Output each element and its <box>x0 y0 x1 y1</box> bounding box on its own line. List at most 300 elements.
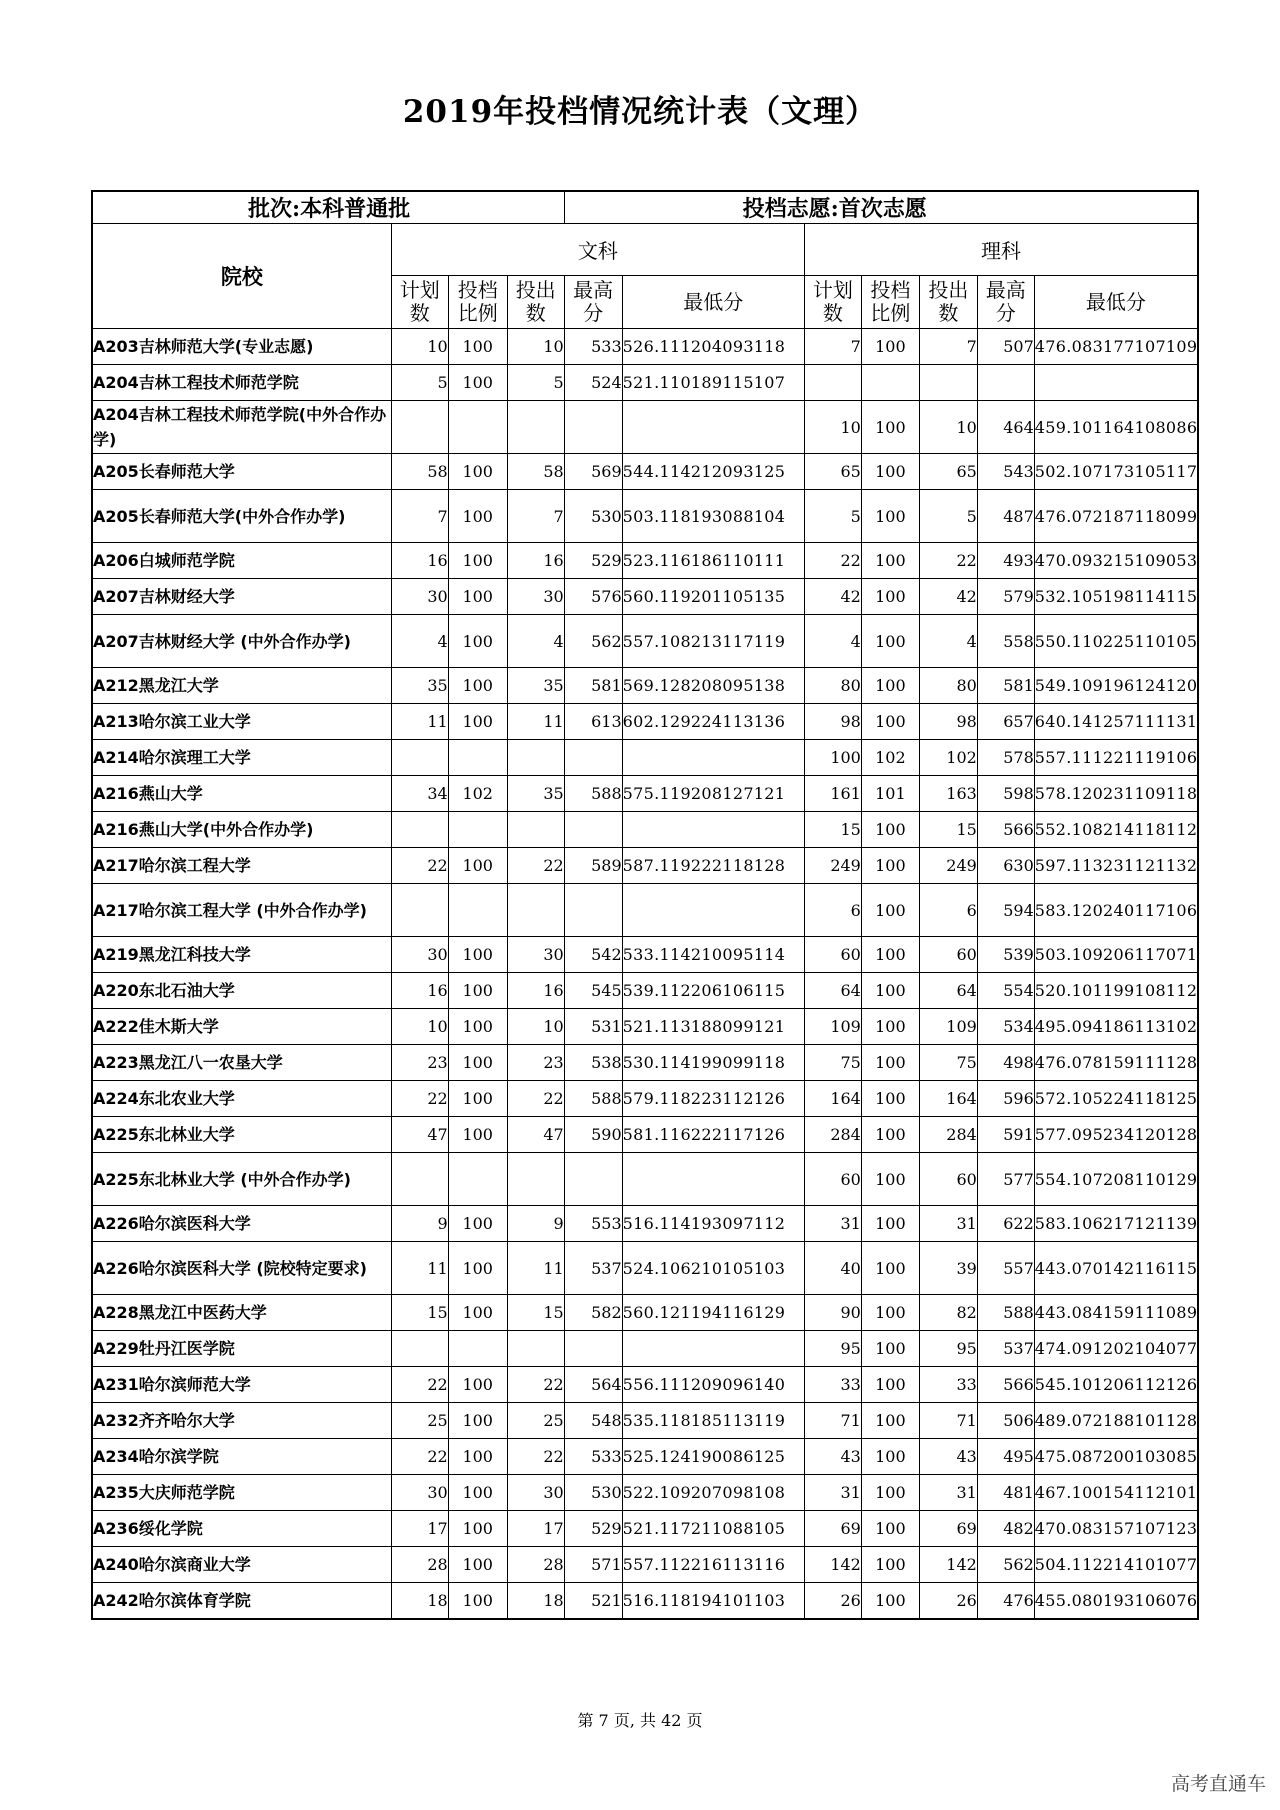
table-row <box>92 884 1198 937</box>
school-name: A204吉林工程技术师范学院 <box>92 365 391 401</box>
liberal-ratio <box>448 1153 507 1206</box>
school-name: A231哈尔滨师范大学 <box>92 1367 391 1403</box>
table-row <box>92 1206 1198 1242</box>
science-min: 467.100154112101 <box>1034 1475 1198 1511</box>
school-name: A222佳木斯大学 <box>92 1009 391 1045</box>
science-ratio: 100 <box>861 937 919 973</box>
science-plan: 43 <box>804 1439 861 1475</box>
liberal-max: 537 <box>564 1242 622 1295</box>
liberal-plan: 23 <box>391 1045 448 1081</box>
science-min: 443.084159111089 <box>1034 1295 1198 1331</box>
science-min: 455.080193106076 <box>1034 1583 1198 1620</box>
science-ratio: 100 <box>861 1295 919 1331</box>
science-max <box>977 365 1034 401</box>
liberal-min: 516.114193097112 <box>622 1206 804 1242</box>
science-col-header: 投档 比例 <box>861 276 919 329</box>
science-plan: 249 <box>804 848 861 884</box>
science-min: 504.112214101077 <box>1034 1547 1198 1583</box>
table-row <box>92 1475 1198 1511</box>
science-plan: 15 <box>804 812 861 848</box>
liberal-max: 530 <box>564 490 622 543</box>
science-ratio: 101 <box>861 776 919 812</box>
batch-header-row <box>92 191 1198 224</box>
science-ratio: 100 <box>861 1475 919 1511</box>
science-admitted: 284 <box>919 1117 977 1153</box>
science-min: 549.109196124120 <box>1034 668 1198 704</box>
science-plan: 60 <box>804 1153 861 1206</box>
science-admitted: 39 <box>919 1242 977 1295</box>
liberal-min: 524.106210105103 <box>622 1242 804 1295</box>
science-max: 577 <box>977 1153 1034 1206</box>
liberal-min <box>622 812 804 848</box>
school-name: A232齐齐哈尔大学 <box>92 1403 391 1439</box>
science-ratio: 100 <box>861 1117 919 1153</box>
science-plan: 4 <box>804 615 861 668</box>
liberal-ratio: 100 <box>448 1242 507 1295</box>
table-row <box>92 740 1198 776</box>
science-plan: 22 <box>804 543 861 579</box>
liberal-ratio: 100 <box>448 848 507 884</box>
liberal-max: 545 <box>564 973 622 1009</box>
liberal-max: 533 <box>564 329 622 365</box>
liberal-max: 542 <box>564 937 622 973</box>
liberal-plan <box>391 1331 448 1367</box>
liberal-max: 529 <box>564 543 622 579</box>
liberal-min <box>622 884 804 937</box>
liberal-admitted: 18 <box>507 1583 564 1620</box>
liberal-admitted: 4 <box>507 615 564 668</box>
science-max: 622 <box>977 1206 1034 1242</box>
science-plan: 90 <box>804 1295 861 1331</box>
science-max: 557 <box>977 1242 1034 1295</box>
science-admitted: 33 <box>919 1367 977 1403</box>
liberal-max: 576 <box>564 579 622 615</box>
liberal-plan: 30 <box>391 937 448 973</box>
science-max: 630 <box>977 848 1034 884</box>
science-col-header: 计划 数 <box>804 276 861 329</box>
liberal-plan: 25 <box>391 1403 448 1439</box>
liberal-admitted <box>507 1331 564 1367</box>
science-min: 476.078159111128 <box>1034 1045 1198 1081</box>
liberal-ratio: 102 <box>448 776 507 812</box>
science-max: 543 <box>977 454 1034 490</box>
table-row <box>92 543 1198 579</box>
liberal-admitted: 17 <box>507 1511 564 1547</box>
science-admitted: 42 <box>919 579 977 615</box>
school-name: A203吉林师范大学(专业志愿) <box>92 329 391 365</box>
science-max: 581 <box>977 668 1034 704</box>
science-min: 554.107208110129 <box>1034 1153 1198 1206</box>
liberal-max: 524 <box>564 365 622 401</box>
liberal-col-header: 最高 分 <box>564 276 622 329</box>
science-ratio: 100 <box>861 704 919 740</box>
table-row <box>92 812 1198 848</box>
science-plan: 284 <box>804 1117 861 1153</box>
table-row <box>92 490 1198 543</box>
liberal-plan: 28 <box>391 1547 448 1583</box>
science-ratio: 100 <box>861 329 919 365</box>
science-min: 577.095234120128 <box>1034 1117 1198 1153</box>
science-plan: 42 <box>804 579 861 615</box>
science-min: 474.091202104077 <box>1034 1331 1198 1367</box>
science-admitted <box>919 365 977 401</box>
school-name: A213哈尔滨工业大学 <box>92 704 391 740</box>
science-plan: 71 <box>804 1403 861 1439</box>
table-row <box>92 848 1198 884</box>
liberal-min: 579.118223112126 <box>622 1081 804 1117</box>
science-max: 558 <box>977 615 1034 668</box>
liberal-plan: 30 <box>391 1475 448 1511</box>
liberal-plan: 18 <box>391 1583 448 1620</box>
liberal-admitted: 28 <box>507 1547 564 1583</box>
liberal-admitted: 47 <box>507 1117 564 1153</box>
science-min: 503.109206117071 <box>1034 937 1198 973</box>
school-name: A205长春师范大学(中外合作办学) <box>92 490 391 543</box>
liberal-min: 521.117211088105 <box>622 1511 804 1547</box>
table-row <box>92 973 1198 1009</box>
liberal-ratio: 100 <box>448 365 507 401</box>
liberal-admitted <box>507 812 564 848</box>
liberal-min: 556.111209096140 <box>622 1367 804 1403</box>
liberal-col-header: 投出 数 <box>507 276 564 329</box>
liberal-ratio <box>448 401 507 454</box>
liberal-plan <box>391 740 448 776</box>
liberal-max: 548 <box>564 1403 622 1439</box>
science-ratio: 100 <box>861 615 919 668</box>
science-ratio: 100 <box>861 1081 919 1117</box>
table-row <box>92 615 1198 668</box>
liberal-plan: 10 <box>391 1009 448 1045</box>
liberal-plan: 22 <box>391 848 448 884</box>
school-name: A226哈尔滨医科大学 (院校特定要求) <box>92 1242 391 1295</box>
table-row <box>92 1511 1198 1547</box>
liberal-ratio: 100 <box>448 329 507 365</box>
science-plan <box>804 365 861 401</box>
liberal-admitted: 9 <box>507 1206 564 1242</box>
liberal-max <box>564 1153 622 1206</box>
liberal-plan: 22 <box>391 1367 448 1403</box>
liberal-max: 613 <box>564 704 622 740</box>
liberal-min <box>622 1153 804 1206</box>
science-admitted: 15 <box>919 812 977 848</box>
liberal-plan <box>391 812 448 848</box>
liberal-admitted: 15 <box>507 1295 564 1331</box>
liberal-admitted: 16 <box>507 973 564 1009</box>
science-plan: 60 <box>804 937 861 973</box>
liberal-admitted: 11 <box>507 704 564 740</box>
science-max: 506 <box>977 1403 1034 1439</box>
liberal-max: 564 <box>564 1367 622 1403</box>
liberal-plan: 4 <box>391 615 448 668</box>
science-ratio: 100 <box>861 668 919 704</box>
table-row <box>92 1117 1198 1153</box>
science-admitted: 31 <box>919 1206 977 1242</box>
table-row <box>92 1009 1198 1045</box>
science-admitted: 80 <box>919 668 977 704</box>
liberal-min: 587.119222118128 <box>622 848 804 884</box>
liberal-min: 521.113188099121 <box>622 1009 804 1045</box>
science-min: 552.108214118112 <box>1034 812 1198 848</box>
liberal-min: 516.118194101103 <box>622 1583 804 1620</box>
liberal-min: 581.116222117126 <box>622 1117 804 1153</box>
science-ratio: 102 <box>861 740 919 776</box>
science-ratio: 100 <box>861 1331 919 1367</box>
school-name: A216燕山大学(中外合作办学) <box>92 812 391 848</box>
school-name: A224东北农业大学 <box>92 1081 391 1117</box>
liberal-admitted: 30 <box>507 1475 564 1511</box>
liberal-ratio: 100 <box>448 543 507 579</box>
liberal-plan: 22 <box>391 1081 448 1117</box>
science-max: 566 <box>977 1367 1034 1403</box>
science-col-header: 最高 分 <box>977 276 1034 329</box>
liberal-admitted: 22 <box>507 1439 564 1475</box>
school-name: A220东北石油大学 <box>92 973 391 1009</box>
science-admitted: 22 <box>919 543 977 579</box>
science-admitted: 43 <box>919 1439 977 1475</box>
science-plan: 40 <box>804 1242 861 1295</box>
liberal-min: 522.109207098108 <box>622 1475 804 1511</box>
liberal-ratio: 100 <box>448 454 507 490</box>
liberal-plan <box>391 401 448 454</box>
liberal-admitted: 23 <box>507 1045 564 1081</box>
science-admitted: 60 <box>919 1153 977 1206</box>
liberal-admitted <box>507 884 564 937</box>
science-min: 470.083157107123 <box>1034 1511 1198 1547</box>
science-ratio: 100 <box>861 490 919 543</box>
table-row <box>92 1242 1198 1295</box>
school-name: A240哈尔滨商业大学 <box>92 1547 391 1583</box>
science-min: 489.072188101128 <box>1034 1403 1198 1439</box>
science-admitted: 75 <box>919 1045 977 1081</box>
liberal-ratio: 100 <box>448 1367 507 1403</box>
science-max: 539 <box>977 937 1034 973</box>
liberal-admitted: 22 <box>507 1367 564 1403</box>
science-ratio: 100 <box>861 1403 919 1439</box>
table-row <box>92 1081 1198 1117</box>
science-max: 554 <box>977 973 1034 1009</box>
liberal-ratio: 100 <box>448 1045 507 1081</box>
science-max: 476 <box>977 1583 1034 1620</box>
science-admitted: 64 <box>919 973 977 1009</box>
batch-label: 批次:本科普通批 <box>92 191 564 224</box>
science-plan: 75 <box>804 1045 861 1081</box>
science-admitted: 249 <box>919 848 977 884</box>
table-row <box>92 776 1198 812</box>
table-row <box>92 1331 1198 1367</box>
liberal-admitted: 7 <box>507 490 564 543</box>
liberal-min: 557.108213117119 <box>622 615 804 668</box>
science-admitted: 109 <box>919 1009 977 1045</box>
science-ratio: 100 <box>861 1153 919 1206</box>
liberal-max: 589 <box>564 848 622 884</box>
liberal-max: 588 <box>564 1081 622 1117</box>
liberal-ratio: 100 <box>448 1295 507 1331</box>
liberal-plan <box>391 1153 448 1206</box>
liberal-ratio: 100 <box>448 579 507 615</box>
school-name: A235大庆师范学院 <box>92 1475 391 1511</box>
science-plan: 109 <box>804 1009 861 1045</box>
liberal-max <box>564 740 622 776</box>
liberal-ratio: 100 <box>448 704 507 740</box>
table-row <box>92 1295 1198 1331</box>
liberal-min: 503.118193088104 <box>622 490 804 543</box>
science-min: 640.141257111131 <box>1034 704 1198 740</box>
science-min: 583.106217121139 <box>1034 1206 1198 1242</box>
science-max: 482 <box>977 1511 1034 1547</box>
science-max: 498 <box>977 1045 1034 1081</box>
school-name: A217哈尔滨工程大学 (中外合作办学) <box>92 884 391 937</box>
science-min <box>1034 365 1198 401</box>
school-name: A225东北林业大学 <box>92 1117 391 1153</box>
liberal-max: 521 <box>564 1583 622 1620</box>
science-max: 591 <box>977 1117 1034 1153</box>
table-row <box>92 579 1198 615</box>
liberal-min: 560.119201105135 <box>622 579 804 615</box>
science-max: 562 <box>977 1547 1034 1583</box>
school-name: A207吉林财经大学 <box>92 579 391 615</box>
science-max: 487 <box>977 490 1034 543</box>
science-min: 459.101164108086 <box>1034 401 1198 454</box>
liberal-admitted: 5 <box>507 365 564 401</box>
science-min: 470.093215109053 <box>1034 543 1198 579</box>
liberal-ratio: 100 <box>448 1475 507 1511</box>
science-max: 566 <box>977 812 1034 848</box>
liberal-max: 582 <box>564 1295 622 1331</box>
science-ratio: 100 <box>861 884 919 937</box>
table-row <box>92 1403 1198 1439</box>
table-row <box>92 1367 1198 1403</box>
liberal-ratio <box>448 740 507 776</box>
liberal-col-header: 最低分 <box>622 276 804 329</box>
liberal-admitted: 30 <box>507 579 564 615</box>
school-name: A212黑龙江大学 <box>92 668 391 704</box>
liberal-admitted: 22 <box>507 1081 564 1117</box>
liberal-min <box>622 740 804 776</box>
science-max: 596 <box>977 1081 1034 1117</box>
science-plan: 7 <box>804 329 861 365</box>
liberal-max: 530 <box>564 1475 622 1511</box>
science-plan: 69 <box>804 1511 861 1547</box>
science-plan: 6 <box>804 884 861 937</box>
liberal-min: 533.114210095114 <box>622 937 804 973</box>
school-name: A217哈尔滨工程大学 <box>92 848 391 884</box>
liberal-max: 553 <box>564 1206 622 1242</box>
science-admitted: 5 <box>919 490 977 543</box>
science-ratio: 100 <box>861 543 919 579</box>
liberal-admitted: 11 <box>507 1242 564 1295</box>
liberal-plan: 30 <box>391 579 448 615</box>
science-min: 597.113231121132 <box>1034 848 1198 884</box>
science-ratio: 100 <box>861 1242 919 1295</box>
science-admitted: 4 <box>919 615 977 668</box>
table-row <box>92 329 1198 365</box>
liberal-max <box>564 812 622 848</box>
liberal-plan: 11 <box>391 1242 448 1295</box>
science-min: 557.111221119106 <box>1034 740 1198 776</box>
science-admitted: 102 <box>919 740 977 776</box>
liberal-admitted: 30 <box>507 937 564 973</box>
liberal-col-header: 计划 数 <box>391 276 448 329</box>
liberal-max: 590 <box>564 1117 622 1153</box>
science-ratio: 100 <box>861 1511 919 1547</box>
liberal-ratio: 100 <box>448 937 507 973</box>
admission-stats-table <box>91 190 1199 1620</box>
liberal-ratio: 100 <box>448 1081 507 1117</box>
liberal-min: 575.119208127121 <box>622 776 804 812</box>
group-header-row <box>92 224 1198 276</box>
liberal-max <box>564 401 622 454</box>
science-ratio: 100 <box>861 401 919 454</box>
science-min: 578.120231109118 <box>1034 776 1198 812</box>
school-name: A223黑龙江八一农垦大学 <box>92 1045 391 1081</box>
science-max: 493 <box>977 543 1034 579</box>
liberal-col-header: 投档 比例 <box>448 276 507 329</box>
liberal-ratio: 100 <box>448 1206 507 1242</box>
school-name: A229牡丹江医学院 <box>92 1331 391 1367</box>
liberal-admitted <box>507 1153 564 1206</box>
table-row <box>92 937 1198 973</box>
liberal-plan: 22 <box>391 1439 448 1475</box>
science-plan: 98 <box>804 704 861 740</box>
school-name: A204吉林工程技术师范学院(中外合作办学) <box>92 401 391 454</box>
science-header: 理科 <box>804 224 1198 276</box>
science-col-header: 投出 数 <box>919 276 977 329</box>
science-admitted: 7 <box>919 329 977 365</box>
science-admitted: 98 <box>919 704 977 740</box>
school-name: A234哈尔滨学院 <box>92 1439 391 1475</box>
liberal-max <box>564 1331 622 1367</box>
liberal-plan: 15 <box>391 1295 448 1331</box>
liberal-min: 521.110189115107 <box>622 365 804 401</box>
science-min: 520.101199108112 <box>1034 973 1198 1009</box>
school-name: A242哈尔滨体育学院 <box>92 1583 391 1620</box>
science-max: 507 <box>977 329 1034 365</box>
science-admitted: 142 <box>919 1547 977 1583</box>
liberal-plan: 17 <box>391 1511 448 1547</box>
liberal-plan: 35 <box>391 668 448 704</box>
liberal-max: 571 <box>564 1547 622 1583</box>
liberal-min: 544.114212093125 <box>622 454 804 490</box>
science-admitted: 65 <box>919 454 977 490</box>
liberal-plan: 5 <box>391 365 448 401</box>
liberal-min <box>622 1331 804 1367</box>
science-ratio: 100 <box>861 579 919 615</box>
science-plan: 65 <box>804 454 861 490</box>
liberal-plan: 16 <box>391 973 448 1009</box>
liberal-ratio: 100 <box>448 1403 507 1439</box>
science-plan: 31 <box>804 1206 861 1242</box>
liberal-admitted <box>507 740 564 776</box>
science-max: 464 <box>977 401 1034 454</box>
science-min: 572.105224118125 <box>1034 1081 1198 1117</box>
liberal-plan: 34 <box>391 776 448 812</box>
liberal-ratio <box>448 812 507 848</box>
school-column-header: 院校 <box>92 224 391 329</box>
school-name: A205长春师范大学 <box>92 454 391 490</box>
liberal-admitted: 16 <box>507 543 564 579</box>
liberal-min <box>622 401 804 454</box>
liberal-max: 531 <box>564 1009 622 1045</box>
science-ratio <box>861 365 919 401</box>
science-admitted: 60 <box>919 937 977 973</box>
science-plan: 100 <box>804 740 861 776</box>
school-name: A219黑龙江科技大学 <box>92 937 391 973</box>
liberal-ratio: 100 <box>448 1547 507 1583</box>
liberal-min: 535.118185113119 <box>622 1403 804 1439</box>
science-admitted: 69 <box>919 1511 977 1547</box>
table-row <box>92 1439 1198 1475</box>
science-max: 534 <box>977 1009 1034 1045</box>
